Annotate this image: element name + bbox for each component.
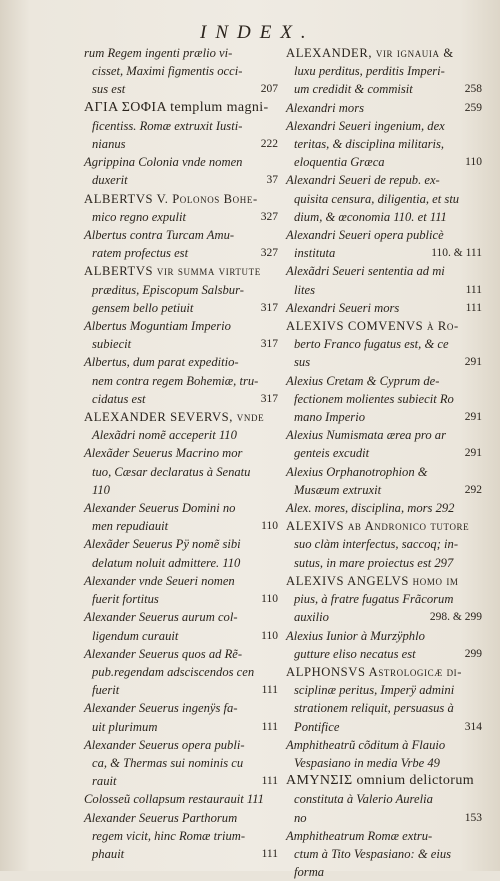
- entry-line: Colosseũ collapsum restaurauit 111: [84, 792, 264, 807]
- entry-line: ALPHONSVS Astrologicæ di-: [286, 664, 463, 679]
- index-entry: [84, 408, 278, 444]
- entry-line: ficentiss. Romæ extruxit Iusti-: [92, 118, 243, 133]
- entry-line: gutture eliso necatus est: [294, 646, 416, 661]
- entry-line: mano Imperio: [294, 410, 366, 425]
- index-entry: [84, 190, 278, 226]
- index-entry: [286, 627, 482, 663]
- entry-line: suo clàm interfectus, saccoq; in-: [294, 537, 459, 552]
- entry-page-number: 298. & 299: [429, 611, 482, 624]
- entry-line: 110: [92, 482, 110, 497]
- entry-line: Alexandri Seueri de repub. ex-: [286, 173, 440, 188]
- entry-line: auxilio: [294, 610, 329, 625]
- entry-line: strationem reliquit, persuasus à: [294, 701, 454, 716]
- entry-line: Musæum extruxit: [294, 482, 382, 497]
- entry-line: eloquentia Græca: [294, 155, 385, 170]
- entry-line: sus est: [92, 82, 126, 97]
- entry-page-number: 258: [464, 83, 482, 96]
- entry-page-number: 207: [260, 83, 278, 96]
- entry-page-number: 110. & 111: [431, 247, 482, 260]
- index-entry: [84, 572, 278, 608]
- entry-line: Alexãder Seuerus Pÿ nomẽ sibi: [84, 537, 241, 552]
- entry-page-number: 327: [260, 247, 278, 260]
- index-entry: [286, 426, 482, 462]
- entry-page-number: 291: [464, 447, 482, 460]
- index-entry: [286, 317, 482, 372]
- index-entry: [84, 262, 278, 317]
- index-column-left: [84, 44, 278, 863]
- entry-line: Alexãdri nomẽ acceperit 110: [92, 428, 237, 443]
- entry-line: quisita censura, diligentia, et stu: [294, 191, 460, 206]
- entry-line: ALBERTVS vir summa virtute: [84, 264, 261, 279]
- entry-page-number: 259: [464, 101, 482, 114]
- entry-line: Alexandri Seueri ingenium, dex: [286, 118, 445, 133]
- index-entry: [286, 117, 482, 172]
- entry-line: cidatus est: [92, 391, 146, 406]
- entry-page-number: 111: [261, 847, 278, 860]
- entry-page-number: 110: [261, 593, 278, 606]
- index-entry: [84, 99, 278, 154]
- entry-line: delatum noluit admittere. 110: [92, 555, 241, 570]
- entry-line: Amphitheatrũ cõditum à Flauio: [286, 737, 446, 752]
- entry-page-number: 110: [465, 156, 482, 169]
- entry-line: subiecit: [92, 337, 132, 352]
- entry-line: Alexandri Seueri opera publicè: [286, 228, 444, 243]
- entry-line: constituta à Valerio Aurelia: [294, 792, 433, 807]
- entry-line: Pontifice: [294, 719, 340, 734]
- entry-line: fuerit: [92, 683, 120, 698]
- entry-page-number: 317: [260, 301, 278, 314]
- entry-line: ca, & Thermas sui nominis cu: [92, 755, 244, 770]
- index-entry: [286, 299, 482, 317]
- index-entry: [286, 772, 482, 827]
- entry-line: Alexãder Seuerus Macrino mor: [84, 446, 243, 461]
- entry-line: ΑΜΥΝΣΙΣ omnium delictorum: [286, 773, 475, 789]
- entry-line: ligendum curauit: [92, 628, 179, 643]
- entry-line: Alexandri mors: [286, 100, 365, 115]
- index-entry: [84, 499, 278, 535]
- entry-page-number: 327: [260, 210, 278, 223]
- entry-page-number: 153: [464, 811, 482, 824]
- entry-line: ALEXANDER SEVERVS, vnde: [84, 410, 265, 425]
- entry-line: ALEXANDER, vir ignauia &: [286, 46, 454, 60]
- index-entry: [84, 645, 278, 700]
- index-entry: [286, 499, 482, 517]
- entry-page-number: 317: [260, 392, 278, 405]
- entry-line: lites: [294, 282, 315, 297]
- index-entry: [84, 153, 278, 189]
- entry-line: phauit: [92, 846, 125, 861]
- entry-line: Alex. mores, disciplina, mors 292: [286, 501, 455, 516]
- entry-line: Alexander Seuerus opera publi-: [84, 737, 245, 752]
- entry-line: dium, & œconomia 110. et 111: [294, 209, 447, 224]
- index-entry: [84, 353, 278, 408]
- entry-line: Alexander Seuerus Domini no: [84, 501, 236, 516]
- index-entry: [286, 44, 482, 99]
- entry-page-number: 110: [261, 629, 278, 642]
- entry-line: ctum à Tito Vespasiano: & eius: [294, 846, 452, 861]
- entry-line: sciplinæ peritus, Imperÿ admini: [294, 683, 455, 698]
- index-entry: [286, 827, 482, 881]
- entry-line: ratem profectus est: [92, 246, 189, 261]
- entry-line: teritas, & disciplina militaris,: [294, 137, 445, 152]
- index-entry: [286, 463, 482, 499]
- entry-page-number: 314: [464, 720, 482, 733]
- entry-line: Alexãdri Seueri sententia ad mi: [286, 264, 445, 279]
- entry-page-number: 222: [260, 138, 278, 151]
- entry-line: regem vicit, hinc Romæ trium-: [92, 828, 246, 843]
- entry-line: gensem bello petiuit: [92, 300, 194, 315]
- entry-line: ALBERTVS V. Polonos Bohe-: [84, 191, 258, 206]
- entry-line: no: [294, 810, 307, 825]
- index-entry: [286, 663, 482, 736]
- entry-line: uit plurimum: [92, 719, 158, 734]
- entry-line: ALEXIVS ANGELVS homo im: [286, 573, 459, 588]
- entry-line: Alexander Seuerus ingenÿs fa-: [84, 701, 238, 716]
- entry-page-number: 111: [261, 775, 278, 788]
- index-entry: [84, 535, 278, 571]
- index-entry: [286, 372, 482, 427]
- entry-line: men repudiauit: [92, 519, 169, 534]
- entry-line: pius, à fratre fugatus Frãcorum: [294, 592, 454, 607]
- entry-line: ALEXIVS COMVENVS à Ro-: [286, 319, 459, 334]
- entry-line: Albertus Moguntiam Imperio: [84, 319, 231, 334]
- entry-line: Alexius Cretam & Cyprum de-: [286, 373, 440, 388]
- entry-line: nianus: [92, 137, 126, 152]
- index-entry: [286, 517, 482, 572]
- entry-page-number: 291: [464, 411, 482, 424]
- index-entry: [84, 608, 278, 644]
- entry-line: sus: [294, 355, 311, 370]
- entry-line: sutus, in mare proiectus est 297: [294, 555, 454, 570]
- entry-line: mico regno expulit: [92, 209, 186, 224]
- index-entry: [84, 736, 278, 791]
- index-entry: [286, 736, 482, 772]
- entry-line: Albertus, dum parat expeditio-: [84, 355, 239, 370]
- entry-line: berto Franco fugatus est, & ce: [294, 337, 449, 352]
- entry-line: fuerit fortitus: [92, 592, 159, 607]
- entry-page-number: 299: [464, 647, 482, 660]
- index-entry: [286, 572, 482, 627]
- index-entry: [84, 226, 278, 262]
- entry-line: rauit: [92, 774, 117, 789]
- entry-line: nem contra regem Bohemiæ, tru-: [92, 373, 259, 388]
- entry-page-number: 37: [266, 174, 278, 187]
- entry-page-number: 111: [465, 301, 482, 314]
- index-entry: [84, 317, 278, 353]
- entry-page-number: 111: [465, 283, 482, 296]
- index-entry: [286, 99, 482, 117]
- entry-line: Alexander Seuerus aurum col-: [84, 610, 238, 625]
- entry-line: cisset, Maximi figmentis occi-: [92, 64, 243, 79]
- entry-line: præditus, Episcopum Salsbur-: [92, 282, 244, 297]
- entry-line: Agrippina Colonia vnde nomen: [84, 155, 243, 170]
- entry-line: pub.regendam adsciscendos cen: [92, 664, 255, 679]
- entry-line: genteis excudit: [294, 446, 370, 461]
- entry-line: rum Regem ingenti prælio vi-: [84, 46, 233, 60]
- index-entry: [84, 809, 278, 864]
- entry-line: luxu perditus, perditis Imperi-: [294, 64, 445, 79]
- index-entry: [84, 790, 278, 808]
- entry-line: Albertus contra Turcam Amu-: [84, 228, 235, 243]
- entry-page-number: 291: [464, 356, 482, 369]
- index-entry: [84, 444, 278, 499]
- index-entry: [84, 44, 278, 99]
- entry-line: Alexius Orphanotrophion &: [286, 464, 428, 479]
- entry-page-number: 317: [260, 338, 278, 351]
- entry-line: Alexander vnde Seueri nomen: [84, 573, 235, 588]
- entry-page-number: 111: [261, 720, 278, 733]
- entry-line: duxerit: [92, 173, 128, 188]
- entry-line: Amphitheatrum Romæ extru-: [286, 828, 433, 843]
- index-entry: [286, 171, 482, 226]
- entry-line: ALEXIVS ab Andronico tutore: [286, 519, 470, 534]
- entry-line: tuo, Cæsar declaratus à Senatu: [92, 464, 251, 479]
- entry-line: fectionem molientes subiecit Ro: [294, 391, 454, 406]
- page-header: INDEX.: [200, 22, 315, 43]
- index-entry: [84, 699, 278, 735]
- entry-line: Alexandri Seueri mors: [286, 300, 400, 315]
- entry-page-number: 292: [464, 483, 482, 496]
- index-column-right: [286, 44, 482, 881]
- entry-line: Vespasiano in media Vrbe 49: [294, 755, 440, 770]
- entry-line: Alexius Iunior à Murzÿphlo: [286, 628, 425, 643]
- entry-line: um credidit & commisit: [294, 82, 413, 97]
- entry-line: forma: [294, 865, 325, 880]
- index-entry: [286, 262, 482, 298]
- entry-line: instituta: [294, 246, 336, 261]
- entry-page-number: 110: [261, 520, 278, 533]
- entry-line: Alexius Numismata ærea pro ar: [286, 428, 446, 443]
- entry-line: ΑΓΙΑ ΣΟΦΙΑ templum magni-: [84, 99, 269, 115]
- entry-line: Alexander Seuerus Parthorum: [84, 810, 238, 825]
- entry-line: Alexander Seuerus quos ad Rẽ-: [84, 646, 243, 661]
- entry-page-number: 111: [261, 684, 278, 697]
- index-entry: [286, 226, 482, 262]
